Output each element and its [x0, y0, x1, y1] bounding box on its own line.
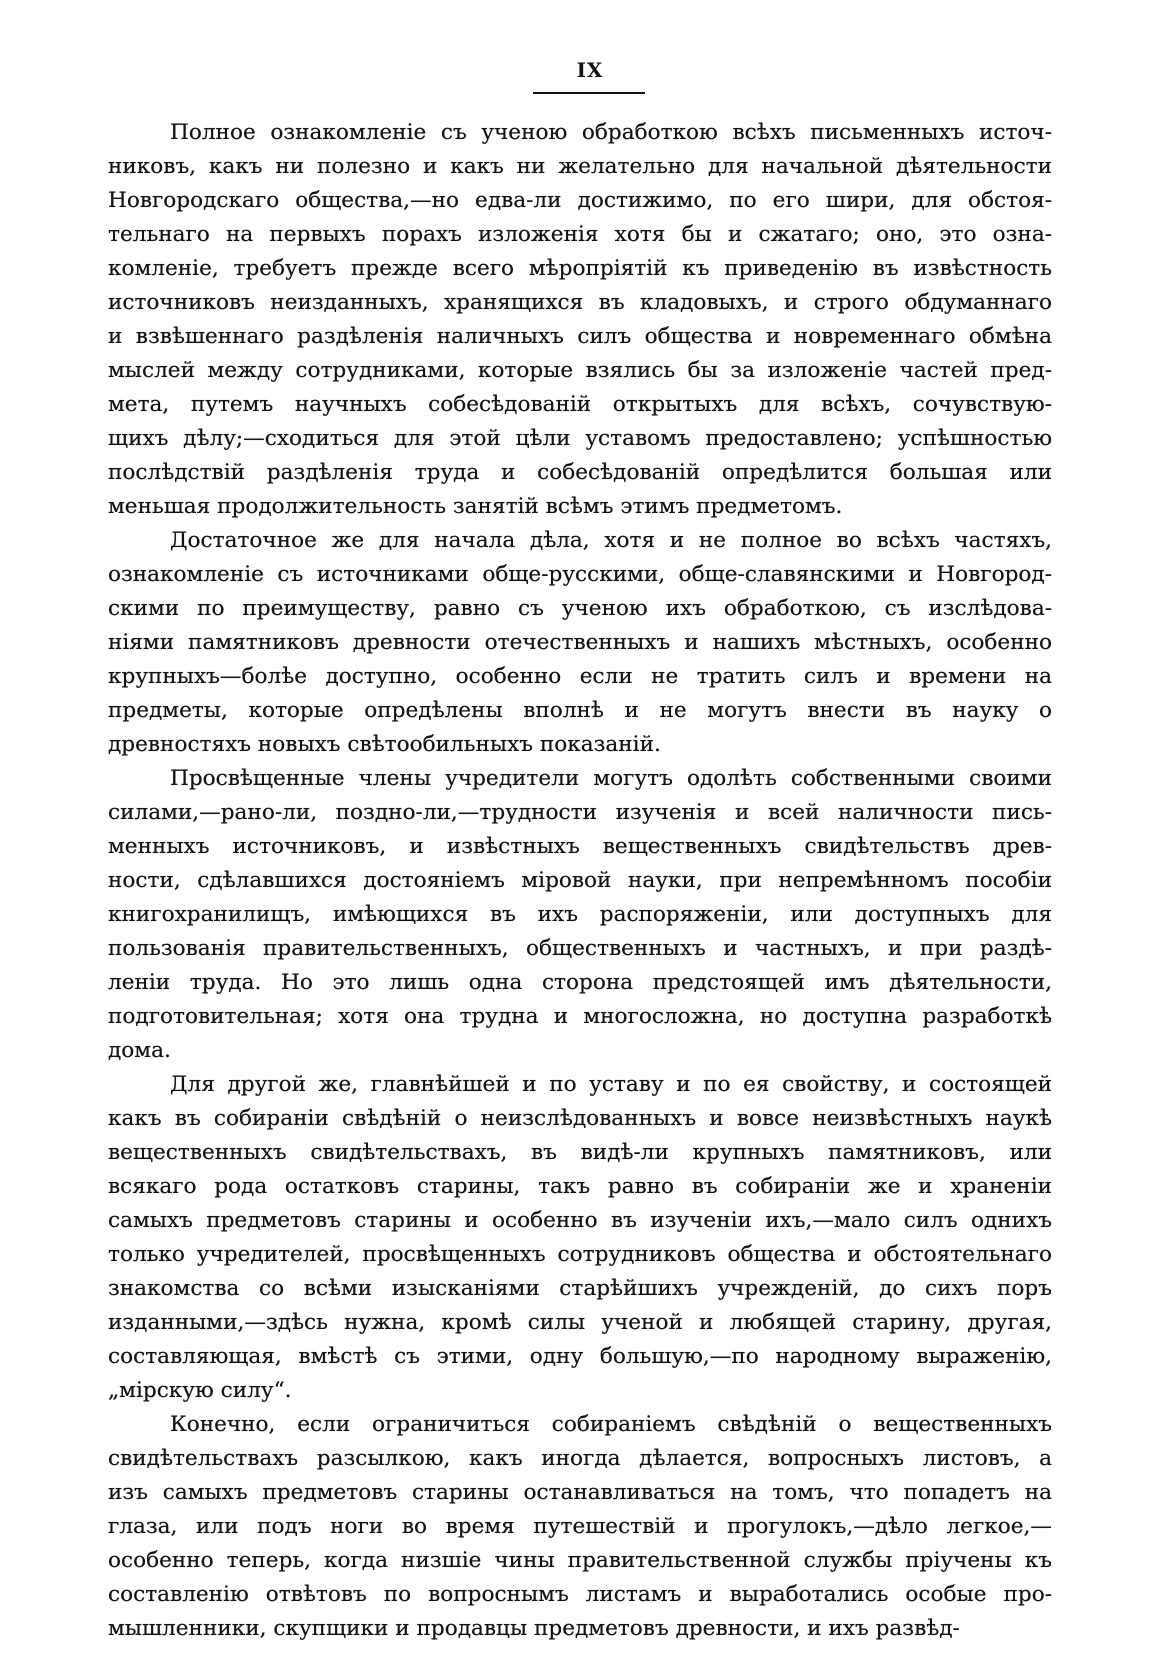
text-line: крупныхъ—болѣе доступно, особенно если не тратить силъ и времени на: [108, 664, 1052, 689]
header-rule: [533, 92, 645, 94]
page-number: IX: [576, 58, 604, 82]
body-text: [108, 116, 1052, 1646]
text-line: никовъ, какъ ни полезно и какъ ни желательно для начальной дѣятельности: [108, 154, 1052, 179]
text-line: мышленники, скупщики и продавцы предметовъ древности, и ихъ развѣд-: [108, 1616, 960, 1641]
text-line: свидѣтельствахъ разсылкою, какъ иногда дѣлается, вопросныхъ листовъ, а: [108, 1446, 1052, 1471]
paragraph: [108, 1408, 1052, 1646]
text-line: Просвѣщенные члены учредители могутъ одолѣть собственными своими: [170, 766, 1052, 791]
text-line: предметы, которые опредѣлены вполнѣ и не могутъ внести въ науку о: [108, 698, 1052, 723]
text-line: изданными,—здѣсь нужна, кромѣ силы ученой и любящей старину, другая,: [108, 1310, 1052, 1335]
text-line: щихъ дѣлу;—сходиться для этой цѣли уставомъ предоставлено; успѣшностью: [108, 426, 1052, 451]
text-line: изъ самыхъ предметовъ старины останавливаться на томъ, что попадетъ на: [108, 1480, 1052, 1505]
text-line: мыслей между сотрудниками, которые взялись бы за изложеніе частей пред-: [108, 358, 1052, 383]
text-line: послѣдствій раздѣленія труда и собесѣдованій опредѣлится большая или: [108, 460, 1052, 485]
text-line: и взвѣшеннаго раздѣленія наличныхъ силъ общества и новременнаго обмѣна: [108, 324, 1052, 349]
text-line: вещественныхъ свидѣтельствахъ, въ видѣ-ли крупныхъ памятниковъ, или: [108, 1140, 1052, 1165]
text-line: особенно теперь, когда низшіе чины правительственной службы пріучены къ: [108, 1548, 1052, 1573]
text-line: ніями памятниковъ древности отечественныхъ и нашихъ мѣстныхъ, особенно: [108, 630, 1052, 655]
text-line: леніи труда. Но это лишь одна сторона предстоящей имъ дѣятельности,: [108, 970, 1052, 995]
text-line: дома.: [108, 1038, 171, 1063]
text-line: силами,—рано-ли, поздно-ли,—трудности изученія и всей наличности пись-: [108, 800, 1052, 825]
text-line: менныхъ источниковъ, и извѣстныхъ вещественныхъ свидѣтельствъ древ-: [108, 834, 1052, 859]
paragraph: [108, 524, 1052, 762]
paragraph: [108, 116, 1052, 524]
text-line: Достаточное же для начала дѣла, хотя и не полное во всѣхъ частяхъ,: [170, 528, 1052, 553]
text-line: глаза, или подъ ноги во время путешествій и прогулокъ,—дѣло легкое,—: [108, 1514, 1052, 1539]
text-line: Новгородскаго общества,—но едва-ли достижимо, по его шири, для обстоя-: [108, 188, 1052, 213]
text-line: пользованія правительственныхъ, общественныхъ и частныхъ, и при раздѣ-: [108, 936, 1052, 961]
text-line: Для другой же, главнѣйшей и по уставу и по ея свойству, и состоящей: [170, 1072, 1052, 1097]
text-line: только учредителей, просвѣщенныхъ сотрудниковъ общества и обстоятельнаго: [108, 1242, 1052, 1267]
text-line: источниковъ неизданныхъ, хранящихся въ кладовыхъ, и строго обдуманнаго: [108, 290, 1052, 315]
text-line: ности, сдѣлавшихся достояніемъ міровой науки, при непремѣнномъ пособіи: [108, 868, 1052, 893]
text-line: всякаго рода остатковъ старины, такъ равно въ собираніи же и храненіи: [108, 1174, 1052, 1199]
page-header: [540, 58, 640, 82]
text-line: книгохранилищъ, имѣющихся въ ихъ распоряженіи, или доступныхъ для: [108, 902, 1052, 927]
text-line: составляющая, вмѣстѣ съ этими, одну большую,—по народному выраженію,: [108, 1344, 1052, 1369]
text-line: скими по преимуществу, равно съ ученою ихъ обработкою, съ изслѣдова-: [108, 596, 1052, 621]
text-line: составленію отвѣтовъ по вопроснымъ листамъ и выработались особые про-: [108, 1582, 1052, 1607]
text-line: „мірскую силу“.: [108, 1378, 292, 1403]
text-line: тельнаго на первыхъ порахъ изложенія хотя бы и сжатаго; оно, это озна-: [108, 222, 1052, 247]
text-line: знакомства со всѣми изысканіями старѣйшихъ учрежденій, до сихъ поръ: [108, 1276, 1052, 1301]
text-line: мета, путемъ научныхъ собесѣдованій открытыхъ для всѣхъ, сочувствую-: [108, 392, 1052, 417]
text-line: ознакомленіе съ источниками обще-русскими, обще-славянскими и Новгород-: [108, 562, 1052, 587]
paragraph: [108, 762, 1052, 1068]
text-line: подготовительная; хотя она трудна и многосложна, но доступна разработкѣ: [108, 1004, 1052, 1029]
text-line: древностяхъ новыхъ свѣтообильныхъ показаній.: [108, 732, 661, 757]
text-line: самыхъ предметовъ старины и особенно въ изученіи ихъ,—мало силъ однихъ: [108, 1208, 1052, 1233]
text-line: комленіе, требуетъ прежде всего мѣропріятій къ приведенію въ извѣстность: [108, 256, 1052, 281]
text-line: меньшая продолжительность занятій всѣмъ этимъ предметомъ.: [108, 494, 843, 519]
paragraph: [108, 1068, 1052, 1408]
text-line: Конечно, если ограничиться собираніемъ свѣдѣній о вещественныхъ: [170, 1412, 1052, 1437]
text-line: какъ въ собираніи свѣдѣній о неизслѣдованныхъ и вовсе неизвѣстныхъ наукѣ: [108, 1106, 1052, 1131]
text-line: Полное ознакомленіе съ ученою обработкою всѣхъ письменныхъ источ-: [170, 120, 1052, 145]
